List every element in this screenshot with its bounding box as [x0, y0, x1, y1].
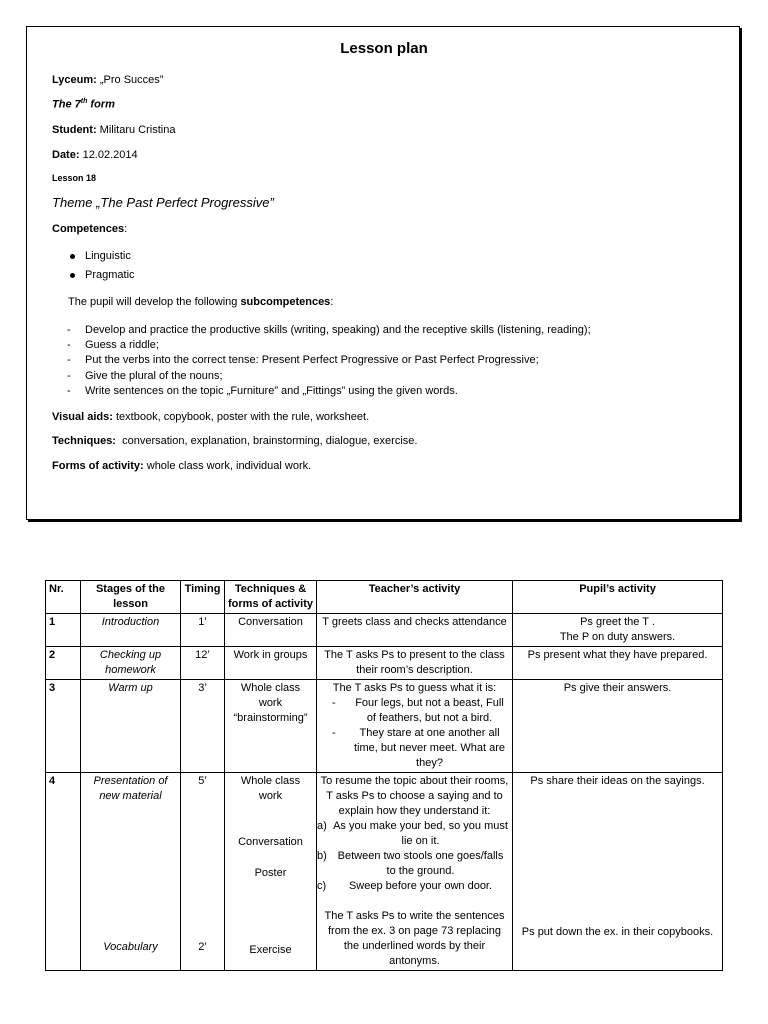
- table-row: [46, 614, 723, 647]
- cell-technique: Conversation: [225, 614, 317, 647]
- cell-stage: [81, 773, 181, 971]
- teacher-intro: The T asks Ps to guess what it is:: [332, 682, 497, 694]
- competence-label: Pragmatic: [85, 269, 135, 281]
- cell-technique: Work in groups: [225, 647, 317, 680]
- timing-line: 5’: [198, 775, 207, 787]
- teacher-vocabulary: The T asks Ps to write the sentences from the ex. 3 on page 73 replacing the underlined words by their antonyms.: [324, 910, 505, 967]
- forms-line: [52, 460, 311, 472]
- subcompetence-item: - Develop and practice the productive skills (writing, speaking) and the receptive skills (listening, reading);: [67, 324, 591, 336]
- col-header-techniques: Techniques & forms of activity: [225, 581, 317, 614]
- stage-line: Presentation of new material: [93, 775, 168, 802]
- sub-intro-pre: The pupil will develop the following: [68, 296, 241, 308]
- cell-teacher: [317, 680, 513, 773]
- table-row: [46, 773, 723, 971]
- lesson-number: Lesson 18: [52, 173, 97, 183]
- techniques-line: [52, 435, 417, 447]
- bullet-icon: [70, 273, 75, 278]
- saying-list: [317, 819, 509, 894]
- lyceum-value: „Pro Succes”: [96, 74, 164, 86]
- col-header-nr: Nr.: [46, 581, 81, 614]
- timing-line: 2’: [198, 941, 207, 953]
- form-post: form: [87, 98, 115, 111]
- technique-line: “brainstorming”: [233, 712, 308, 724]
- pupil-line: The P on duty answers.: [559, 631, 676, 643]
- visual-aids-value: textbook, copybook, poster with the rule, worksheet.: [112, 411, 370, 423]
- technique-line: Poster: [254, 867, 287, 879]
- saying-text: As you make your bed, so you must lie on it.: [333, 820, 508, 847]
- page-title: Lesson plan: [340, 40, 428, 57]
- saying-marker: c): [317, 880, 327, 892]
- col-header-teacher: Teacher’s activity: [317, 581, 513, 614]
- visual-aids-label: Visual aids:: [52, 411, 113, 423]
- saying-item: [317, 819, 509, 849]
- saying-item: [317, 879, 509, 894]
- cell-teacher: [317, 773, 513, 971]
- student-label: Student:: [52, 124, 97, 136]
- form-pre: The 7: [52, 98, 81, 111]
- technique-line: Whole class work: [240, 682, 301, 709]
- cell-nr: 2: [46, 647, 81, 680]
- sub-intro-post: :: [330, 296, 334, 308]
- form-sup: th: [80, 98, 88, 105]
- cell-timing: 1’: [181, 614, 225, 647]
- col-header-stages: Stages of the lesson: [81, 581, 181, 614]
- subcompetence-item: - Write sentences on the topic „Furniture” and „Fittings” using the given words.: [67, 385, 458, 397]
- stage-line: Vocabulary: [103, 941, 158, 953]
- cell-technique: [225, 680, 317, 773]
- table-row: [46, 647, 723, 680]
- date-line: [52, 149, 138, 161]
- cell-pupil: Ps present what they have prepared.: [513, 647, 723, 680]
- cell-teacher: The T asks Ps to present to the class their room’s description.: [317, 647, 513, 680]
- cell-stage: Checking up homework: [81, 647, 181, 680]
- subcompetence-text: Give the plural of the nouns;: [85, 370, 223, 382]
- subcompetences-intro: [68, 296, 333, 308]
- cell-stage: Introduction: [81, 614, 181, 647]
- pupil-line: Ps greet the T .: [580, 616, 655, 628]
- pupil-line: Ps share their ideas on the sayings.: [530, 775, 705, 787]
- cell-stage: Warm up: [81, 680, 181, 773]
- cell-timing: 3’: [181, 680, 225, 773]
- competences-label: Competences: [52, 223, 125, 235]
- lesson-theme: Theme „The Past Perfect Progressive”: [52, 195, 274, 210]
- cell-nr: 4: [46, 773, 81, 971]
- riddle-item: - Four legs, but not a beast, Full of feathers, but not a bird.: [320, 696, 509, 726]
- form-line: [52, 98, 115, 111]
- subcompetence-text: Develop and practice the productive skills (writing, speaking) and the receptive skills (listening, reading);: [85, 324, 591, 336]
- bullet-icon: [70, 254, 75, 259]
- student-line: [52, 124, 175, 136]
- techniques-value: conversation, explanation, brainstorming, dialogue, exercise.: [115, 435, 418, 447]
- competences-line: [52, 223, 127, 235]
- date-label: Date:: [52, 149, 80, 161]
- technique-line: Whole class work: [240, 775, 301, 802]
- forms-value: whole class work, individual work.: [143, 460, 312, 472]
- subcompetence-text: Put the verbs into the correct tense: Present Perfect Progressive or Past Perfect Progressive;: [85, 354, 539, 366]
- date-value: 12.02.2014: [79, 149, 138, 161]
- lyceum-line: [52, 74, 163, 86]
- cell-pupil: [513, 614, 723, 647]
- riddle-list: [320, 696, 509, 771]
- cell-technique: [225, 773, 317, 971]
- technique-line: Exercise: [249, 944, 292, 956]
- forms-label: Forms of activity:: [52, 460, 144, 472]
- technique-line: Conversation: [238, 836, 303, 848]
- cell-nr: 3: [46, 680, 81, 773]
- competences-colon: :: [124, 223, 128, 235]
- visual-aids-line: [52, 411, 369, 423]
- subcompetence-item: - Put the verbs into the correct tense: Present Perfect Progressive or Past Perfect Progressive;: [67, 354, 539, 366]
- subcompetence-item: - Give the plural of the nouns;: [67, 370, 223, 382]
- pupil-line: Ps put down the ex. in their copybooks.: [521, 926, 714, 938]
- lyceum-label: Lyceum:: [52, 74, 97, 86]
- saying-text: Sweep before your own door.: [348, 880, 493, 892]
- cell-pupil: Ps give their answers.: [513, 680, 723, 773]
- competence-item: [70, 269, 135, 281]
- table-row: [46, 680, 723, 773]
- saying-item: [317, 849, 509, 879]
- saying-marker: b): [317, 850, 327, 862]
- subcompetence-text: Guess a riddle;: [85, 339, 159, 351]
- subcompetence-text: Write sentences on the topic „Furniture” and „Fittings” using the given words.: [85, 385, 458, 397]
- competence-item: [70, 250, 131, 262]
- cell-timing: [181, 773, 225, 971]
- cell-timing: 12’: [181, 647, 225, 680]
- teacher-intro: To resume the topic about their rooms, T asks Ps to choose a saying and to explain how they understand it:: [320, 775, 509, 817]
- student-value: Militaru Cristina: [96, 124, 176, 136]
- col-header-pupil: Pupil’s activity: [513, 581, 723, 614]
- saying-text: Between two stools one goes/falls to the ground.: [337, 850, 504, 877]
- subcompetence-item: - Guess a riddle;: [67, 339, 159, 351]
- techniques-label: Techniques:: [52, 435, 116, 447]
- cell-teacher: T greets class and checks attendance: [317, 614, 513, 647]
- col-header-timing: Timing: [181, 581, 225, 614]
- saying-marker: a): [317, 820, 327, 832]
- riddle-item: - They stare at one another all time, but never meet. What are they?: [320, 726, 509, 771]
- table-header-row: [46, 581, 723, 614]
- sub-intro-bold: subcompetences: [240, 296, 331, 308]
- cell-nr: 1: [46, 614, 81, 647]
- lesson-stages-table: [45, 580, 723, 971]
- competence-label: Linguistic: [85, 250, 131, 262]
- cell-pupil: [513, 773, 723, 971]
